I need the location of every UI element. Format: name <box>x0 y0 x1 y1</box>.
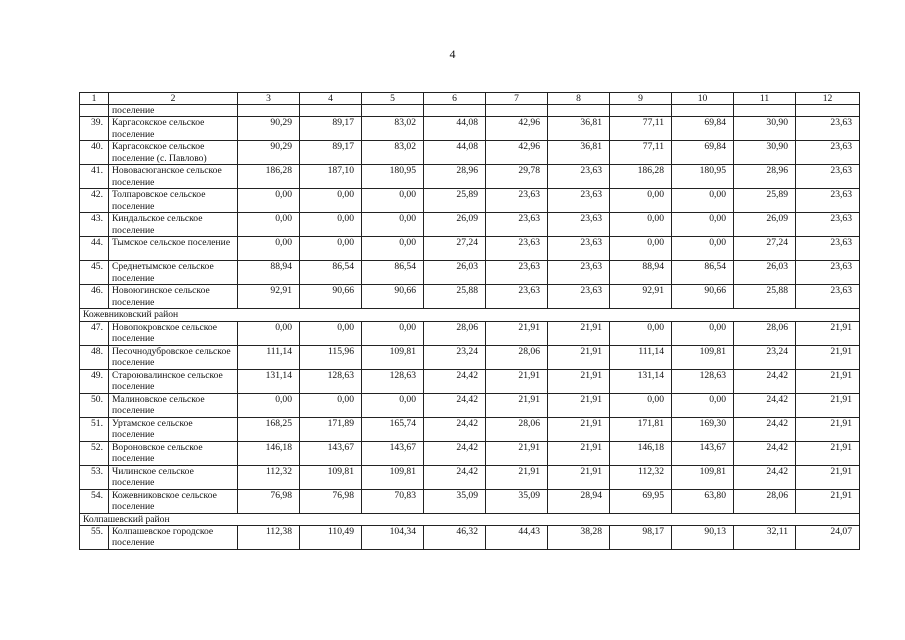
value-cell: 23,63 <box>548 165 610 189</box>
table-row <box>80 393 860 417</box>
value-cell: 0,00 <box>610 237 672 261</box>
value-cell: 28,96 <box>424 165 486 189</box>
header-cell: 8 <box>548 93 610 105</box>
value-cell <box>300 105 362 117</box>
row-number: 49. <box>80 369 109 393</box>
district-name: Колпашевский район <box>80 513 860 525</box>
value-cell: 0,00 <box>362 189 424 213</box>
value-cell: 24,42 <box>734 441 796 465</box>
row-number: 41. <box>80 165 109 189</box>
value-cell: 23,63 <box>796 141 860 165</box>
value-cell: 25,89 <box>424 189 486 213</box>
value-cell: 165,74 <box>362 417 424 441</box>
value-cell: 26,09 <box>424 213 486 237</box>
value-cell: 0,00 <box>238 321 300 345</box>
value-cell: 30,90 <box>734 141 796 165</box>
value-cell: 0,00 <box>610 393 672 417</box>
value-cell: 23,63 <box>548 213 610 237</box>
value-cell: 21,91 <box>796 465 860 489</box>
value-cell: 0,00 <box>672 189 734 213</box>
value-cell: 0,00 <box>362 321 424 345</box>
value-cell: 0,00 <box>300 393 362 417</box>
value-cell: 88,94 <box>610 261 672 285</box>
value-cell: 24,42 <box>734 369 796 393</box>
settlement-name: Староювалинское сельское поселение <box>109 369 238 393</box>
value-cell: 28,06 <box>486 417 548 441</box>
value-cell: 0,00 <box>672 321 734 345</box>
value-cell: 21,91 <box>486 465 548 489</box>
header-cell: 10 <box>672 93 734 105</box>
value-cell: 76,98 <box>300 489 362 513</box>
value-cell: 46,32 <box>424 525 486 549</box>
value-cell: 168,25 <box>238 417 300 441</box>
value-cell: 23,63 <box>548 261 610 285</box>
value-cell: 128,63 <box>300 369 362 393</box>
value-cell: 86,54 <box>672 261 734 285</box>
value-cell: 128,63 <box>362 369 424 393</box>
value-cell: 110,49 <box>300 525 362 549</box>
value-cell: 28,06 <box>486 345 548 369</box>
page-number: 4 <box>449 47 456 61</box>
value-cell: 90,66 <box>362 285 424 309</box>
value-cell: 25,89 <box>734 189 796 213</box>
value-cell: 25,88 <box>734 285 796 309</box>
value-cell: 23,63 <box>796 237 860 261</box>
value-cell: 32,11 <box>734 525 796 549</box>
table-row <box>80 465 860 489</box>
row-number: 51. <box>80 417 109 441</box>
value-cell: 24,42 <box>734 393 796 417</box>
value-cell: 69,95 <box>610 489 672 513</box>
value-cell: 143,67 <box>300 441 362 465</box>
value-cell: 23,63 <box>486 189 548 213</box>
row-number: 39. <box>80 117 109 141</box>
value-cell: 29,78 <box>486 165 548 189</box>
row-number <box>80 105 109 117</box>
table-row <box>80 261 860 285</box>
value-cell: 21,91 <box>548 345 610 369</box>
district-name: Кожевниковский район <box>80 309 860 321</box>
value-cell: 77,11 <box>610 117 672 141</box>
value-cell: 92,91 <box>238 285 300 309</box>
settlement-name: Среднетымское сельское поселение <box>109 261 238 285</box>
value-cell: 24,42 <box>734 465 796 489</box>
value-cell: 0,00 <box>300 321 362 345</box>
value-cell: 112,38 <box>238 525 300 549</box>
table-row <box>80 321 860 345</box>
value-cell: 90,29 <box>238 141 300 165</box>
value-cell: 0,00 <box>300 213 362 237</box>
value-cell: 0,00 <box>300 237 362 261</box>
value-cell: 109,81 <box>672 345 734 369</box>
table-row <box>80 345 860 369</box>
value-cell: 21,91 <box>486 369 548 393</box>
value-cell: 21,91 <box>548 441 610 465</box>
value-cell: 24,42 <box>424 441 486 465</box>
value-cell: 23,63 <box>486 285 548 309</box>
settlement-name: Малиновское сельское поселение <box>109 393 238 417</box>
value-cell: 35,09 <box>424 489 486 513</box>
value-cell <box>548 105 610 117</box>
value-cell: 131,14 <box>238 369 300 393</box>
settlement-name: Толпаровское сельское поселение <box>109 189 238 213</box>
value-cell: 83,02 <box>362 117 424 141</box>
value-cell: 21,91 <box>796 417 860 441</box>
value-cell: 21,91 <box>548 465 610 489</box>
value-cell: 23,63 <box>796 117 860 141</box>
value-cell: 90,66 <box>672 285 734 309</box>
value-cell: 21,91 <box>548 321 610 345</box>
value-cell: 23,63 <box>486 261 548 285</box>
value-cell: 21,91 <box>796 489 860 513</box>
value-cell: 76,98 <box>238 489 300 513</box>
value-cell: 0,00 <box>610 321 672 345</box>
value-cell: 86,54 <box>362 261 424 285</box>
table-row <box>80 237 860 261</box>
value-cell: 0,00 <box>362 393 424 417</box>
row-number: 48. <box>80 345 109 369</box>
value-cell <box>796 105 860 117</box>
table-row <box>80 189 860 213</box>
value-cell: 23,63 <box>548 285 610 309</box>
settlement-name: Киндальское сельское поселение <box>109 213 238 237</box>
table-row <box>80 141 860 165</box>
value-cell: 36,81 <box>548 117 610 141</box>
value-cell: 69,84 <box>672 117 734 141</box>
value-cell: 86,54 <box>300 261 362 285</box>
settlement-name: Вороновское сельское поселение <box>109 441 238 465</box>
row-number: 42. <box>80 189 109 213</box>
settlement-name: Тымское сельское поселение <box>109 237 238 261</box>
value-cell: 23,63 <box>796 261 860 285</box>
header-cell: 3 <box>238 93 300 105</box>
value-cell: 24,42 <box>424 369 486 393</box>
header-cell: 6 <box>424 93 486 105</box>
value-cell: 23,63 <box>796 189 860 213</box>
row-number: 54. <box>80 489 109 513</box>
value-cell: 21,91 <box>796 321 860 345</box>
row-number: 53. <box>80 465 109 489</box>
row-number: 55. <box>80 525 109 549</box>
value-cell: 28,06 <box>734 489 796 513</box>
value-cell: 90,66 <box>300 285 362 309</box>
value-cell: 21,91 <box>796 369 860 393</box>
value-cell: 26,03 <box>734 261 796 285</box>
value-cell: 21,91 <box>486 441 548 465</box>
table-row <box>80 105 860 117</box>
value-cell: 187,10 <box>300 165 362 189</box>
value-cell: 186,28 <box>610 165 672 189</box>
value-cell: 171,89 <box>300 417 362 441</box>
row-number: 52. <box>80 441 109 465</box>
value-cell: 44,08 <box>424 117 486 141</box>
value-cell: 0,00 <box>300 189 362 213</box>
value-cell: 21,91 <box>796 441 860 465</box>
header-row <box>80 93 860 105</box>
value-cell: 23,63 <box>796 285 860 309</box>
table-row <box>80 525 860 549</box>
value-cell: 0,00 <box>672 213 734 237</box>
value-cell: 25,88 <box>424 285 486 309</box>
row-number: 43. <box>80 213 109 237</box>
value-cell: 88,94 <box>238 261 300 285</box>
value-cell: 146,18 <box>238 441 300 465</box>
value-cell: 24,42 <box>424 465 486 489</box>
value-cell <box>672 105 734 117</box>
value-cell <box>610 105 672 117</box>
header-cell: 11 <box>734 93 796 105</box>
row-number: 45. <box>80 261 109 285</box>
value-cell: 98,17 <box>610 525 672 549</box>
header-cell: 12 <box>796 93 860 105</box>
value-cell: 146,18 <box>610 441 672 465</box>
settlement-name: Чилинское сельское поселение <box>109 465 238 489</box>
value-cell: 92,91 <box>610 285 672 309</box>
value-cell: 0,00 <box>672 393 734 417</box>
settlement-name: Уртамское сельское поселение <box>109 417 238 441</box>
value-cell: 77,11 <box>610 141 672 165</box>
row-number: 46. <box>80 285 109 309</box>
value-cell: 112,32 <box>610 465 672 489</box>
value-cell: 42,96 <box>486 117 548 141</box>
settlement-name: Новопокровское сельское поселение <box>109 321 238 345</box>
value-cell: 111,14 <box>238 345 300 369</box>
data-table <box>79 92 860 550</box>
settlement-name: Колпашевское городское поселение <box>109 525 238 549</box>
value-cell: 35,09 <box>486 489 548 513</box>
value-cell: 90,13 <box>672 525 734 549</box>
value-cell: 109,81 <box>362 345 424 369</box>
value-cell: 23,24 <box>424 345 486 369</box>
value-cell: 0,00 <box>362 213 424 237</box>
value-cell: 180,95 <box>672 165 734 189</box>
settlement-name: Каргасокское сельское поселение (с. Павлово) <box>109 141 238 165</box>
value-cell: 0,00 <box>672 237 734 261</box>
table-row <box>80 489 860 513</box>
value-cell <box>238 105 300 117</box>
table-row <box>80 213 860 237</box>
value-cell: 104,34 <box>362 525 424 549</box>
value-cell: 0,00 <box>238 213 300 237</box>
value-cell: 112,32 <box>238 465 300 489</box>
value-cell: 24,42 <box>424 417 486 441</box>
header-cell: 5 <box>362 93 424 105</box>
value-cell: 109,81 <box>300 465 362 489</box>
value-cell: 30,90 <box>734 117 796 141</box>
table-row <box>80 285 860 309</box>
value-cell <box>362 105 424 117</box>
value-cell: 89,17 <box>300 141 362 165</box>
value-cell <box>424 105 486 117</box>
value-cell: 83,02 <box>362 141 424 165</box>
value-cell: 44,43 <box>486 525 548 549</box>
value-cell: 131,14 <box>610 369 672 393</box>
value-cell <box>734 105 796 117</box>
value-cell: 109,81 <box>362 465 424 489</box>
row-number: 47. <box>80 321 109 345</box>
value-cell: 143,67 <box>362 441 424 465</box>
row-number: 44. <box>80 237 109 261</box>
value-cell: 23,63 <box>796 165 860 189</box>
value-cell: 21,91 <box>548 369 610 393</box>
row-number: 50. <box>80 393 109 417</box>
value-cell: 28,94 <box>548 489 610 513</box>
header-cell: 1 <box>80 93 109 105</box>
header-cell: 4 <box>300 93 362 105</box>
table-row <box>80 441 860 465</box>
value-cell: 44,08 <box>424 141 486 165</box>
settlement-name: Каргасокское сельское поселение <box>109 117 238 141</box>
value-cell: 36,81 <box>548 141 610 165</box>
table-row <box>80 417 860 441</box>
value-cell: 69,84 <box>672 141 734 165</box>
value-cell: 27,24 <box>734 237 796 261</box>
value-cell: 23,63 <box>486 237 548 261</box>
value-cell: 26,09 <box>734 213 796 237</box>
value-cell: 0,00 <box>610 189 672 213</box>
header-cell: 9 <box>610 93 672 105</box>
settlement-name: поселение <box>109 105 238 117</box>
value-cell: 21,91 <box>548 393 610 417</box>
value-cell: 38,28 <box>548 525 610 549</box>
value-cell: 109,81 <box>672 465 734 489</box>
district-row <box>80 309 860 321</box>
value-cell: 28,06 <box>424 321 486 345</box>
value-cell: 111,14 <box>610 345 672 369</box>
value-cell: 180,95 <box>362 165 424 189</box>
value-cell: 23,63 <box>548 237 610 261</box>
value-cell: 0,00 <box>610 213 672 237</box>
table-row <box>80 117 860 141</box>
value-cell: 23,63 <box>548 189 610 213</box>
value-cell: 0,00 <box>238 189 300 213</box>
table-row <box>80 165 860 189</box>
settlement-name: Новоюгинское сельское поселение <box>109 285 238 309</box>
header-cell: 2 <box>109 93 238 105</box>
value-cell: 0,00 <box>362 237 424 261</box>
value-cell: 21,91 <box>486 321 548 345</box>
table-row <box>80 369 860 393</box>
value-cell: 89,17 <box>300 117 362 141</box>
value-cell: 42,96 <box>486 141 548 165</box>
value-cell: 24,42 <box>734 417 796 441</box>
value-cell: 24,07 <box>796 525 860 549</box>
value-cell: 115,96 <box>300 345 362 369</box>
value-cell: 21,91 <box>796 345 860 369</box>
district-row <box>80 513 860 525</box>
settlement-name: Нововасюганское сельское поселение <box>109 165 238 189</box>
value-cell: 28,96 <box>734 165 796 189</box>
value-cell: 24,42 <box>424 393 486 417</box>
value-cell: 26,03 <box>424 261 486 285</box>
header-cell: 7 <box>486 93 548 105</box>
value-cell: 128,63 <box>672 369 734 393</box>
settlement-name: Песочнодубровское сельское поселение <box>109 345 238 369</box>
value-cell <box>486 105 548 117</box>
value-cell: 169,30 <box>672 417 734 441</box>
value-cell: 171,81 <box>610 417 672 441</box>
row-number: 40. <box>80 141 109 165</box>
value-cell: 23,24 <box>734 345 796 369</box>
value-cell: 0,00 <box>238 237 300 261</box>
value-cell: 186,28 <box>238 165 300 189</box>
value-cell: 23,63 <box>486 213 548 237</box>
value-cell: 28,06 <box>734 321 796 345</box>
value-cell: 21,91 <box>486 393 548 417</box>
value-cell: 143,67 <box>672 441 734 465</box>
value-cell: 90,29 <box>238 117 300 141</box>
value-cell: 27,24 <box>424 237 486 261</box>
settlement-name: Кожевниковское сельское поселение <box>109 489 238 513</box>
value-cell: 21,91 <box>796 393 860 417</box>
value-cell: 70,83 <box>362 489 424 513</box>
value-cell: 0,00 <box>238 393 300 417</box>
value-cell: 63,80 <box>672 489 734 513</box>
value-cell: 21,91 <box>548 417 610 441</box>
value-cell: 23,63 <box>796 213 860 237</box>
